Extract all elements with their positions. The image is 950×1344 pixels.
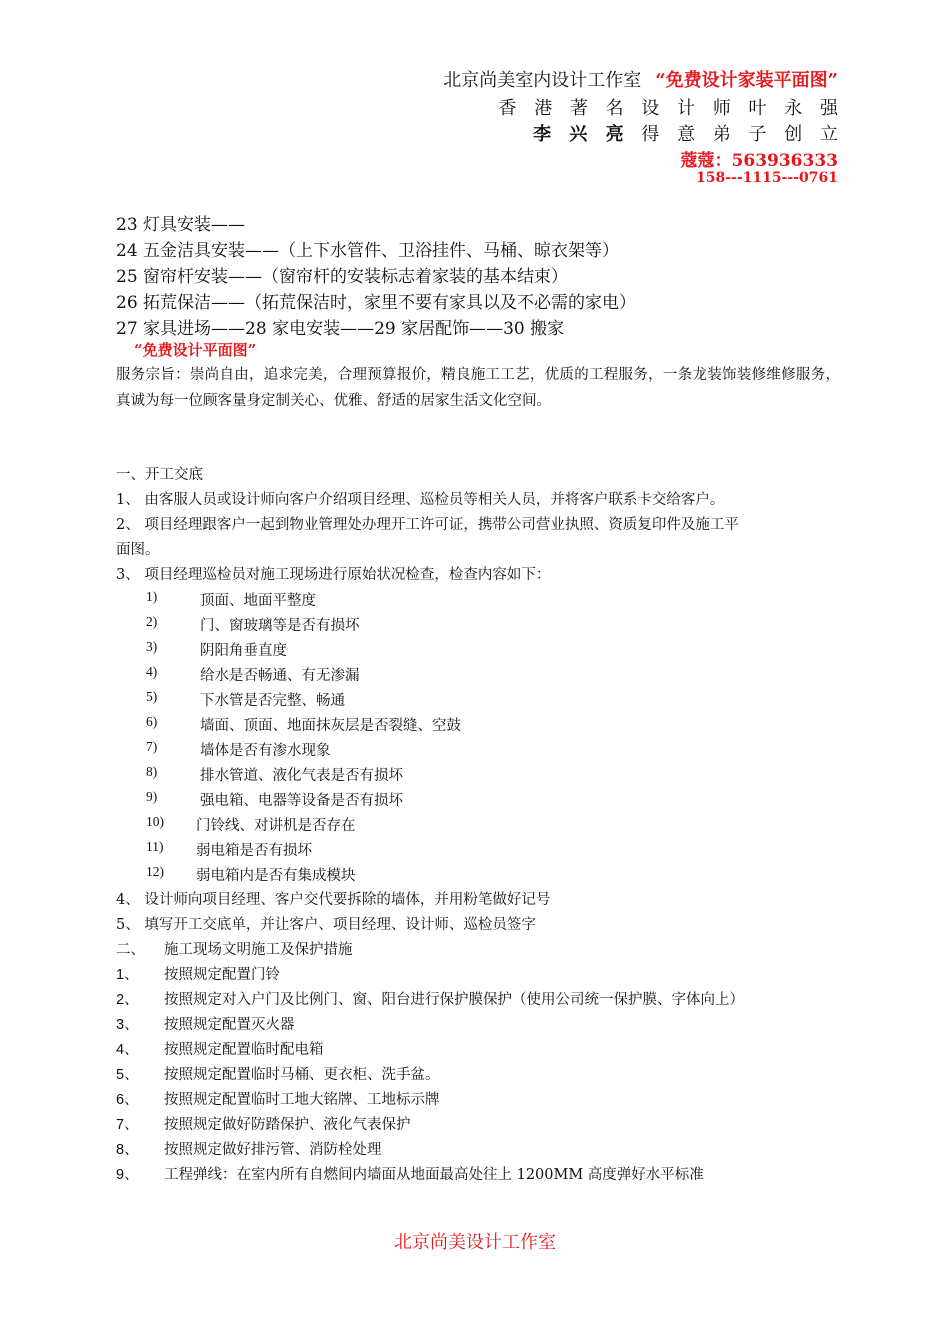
section1-item: 1、 由客服人员或设计师向客户介绍项目经理、巡检员等相关人员，并将客户联系卡交给客户。 (116, 492, 725, 508)
free-plan-slogan: “免费设计平面图” (134, 341, 257, 359)
header-qq: 蔻蔻：563936333 (680, 151, 838, 171)
section1-title: 一、开工交底 (116, 467, 203, 483)
header-founder-line (533, 120, 844, 146)
service-statement: 服务宗旨：崇尚自由，追求完美，合理预算报价，精良施工工艺，优质的工程服务，一条龙装饰装修维修服务，真诚为每一位顾客量身定制关心、优雅、舒适的居家生活文化空间。 (116, 367, 840, 409)
step-line: 26 拓荒保洁——（拓荒保洁时，家里不要有家具以及不必需的家电） (116, 293, 637, 313)
header-studio-line (443, 66, 838, 92)
step-line: 27 家具进场——28 家电安装——29 家居配饰——30 搬家 (116, 319, 565, 339)
step-line: 24 五金洁具安装——（上下水管件、卫浴挂件、马桶、晾衣架等） (116, 241, 620, 261)
header-designer-line: 香 港 著 名 设 计 师 叶 永 强 (498, 98, 844, 119)
founder-name: 李 兴 亮 (533, 124, 630, 145)
section2-title-num: 二、 (116, 942, 145, 958)
step-line: 25 窗帘杆安装——（窗帘杆的安装标志着家装的基本结束） (116, 267, 569, 287)
founder-rest: 得 意 弟 子 创 立 (629, 124, 844, 145)
footer-studio: 北京尚美设计工作室 (394, 1232, 556, 1253)
steps-list (116, 212, 636, 342)
section2-title: 施工现场文明施工及保护措施 (164, 942, 353, 958)
document-page: 北京尚美室内设计工作室 “免费设计家装平面图” 香 港 著 名 设 计 师 叶 永 强 李 兴 亮 得 意 弟 子 创 立 蔻蔻：563936333 158---1115---0761 23 灯具安装—— 24 五金洁具安装——（上下水管件、卫浴挂件、马桶、晾衣架等） 25 窗帘杆安装——（窗帘杆的安装标志着家装的基本结束） 26 拓荒保洁——（拓荒保洁时，家里不要有家具以及不必需的家电） 27 家具进场——28 家电安装——29 家居配饰——30 搬家 “免费设计平面图” 服务宗旨：崇尚自由，追求完美，合理预算报价，精良施工工艺，优质的工程服务，一条龙装饰装修维修服务，真诚为每一位顾客量身定制关心、优雅、舒适的居家生活文化空间。 一、开工交底 1、 由客服人员或设计师向客户介绍项目经理、巡检员等相关人员，并将客户联系卡交给客户。 2、 项目经理跟客户一起到物业管理处办理开工许可证，携带公司营业执照、资质复印件及施工平 面图。 3、 项目经理巡检员对施工现场进行原始状况检查，检查内容如下： 1) 顶面、地面平整度 2) 门、窗玻璃等是否有损坏 3) 阴阳角垂直度 4) 给水是否畅通、有无渗漏 5) 下水管是否完整、畅通 6) 墙面、顶面、地面抹灰层是否裂缝、空鼓 7) 墙体是否有渗水现象 8) 排水管道、液化气表是否有损坏 9) 强电箱、电器等设备是否有损坏 10) 门铃线、对讲机是否存在 11) 弱电箱是否有损坏 12) 弱电箱内是否有集成模块 4、 设计师向项目经理、客户交代要拆除的墙体，并用粉笔做好记号 5、 填写开工交底单，并让客户、项目经理、设计师、巡检员签字 二、 施工现场文明施工及保护措施 1、 按照规定配置门铃 2、 按照规定对入户门及比例门、窗、阳台进行保护膜保护（使用公司统一保护膜、字体向上） 3、 按照规定配置灭火器 4、 按照规定配置临时配电箱 5、 按照规定配置临时马桶、更衣柜、洗手盆。 6、 按照规定配置临时工地大铭牌、工地标示牌 7、 按照规定做好防踏保护、液化气表保护 8、 按照规定做好排污管、消防栓处理 9、 工程弹线：在室内所有自燃间内墙面从地面最高处往上 1200MM 高度弹好水平标准 北京尚美设计工作室 (0, 0, 950, 1344)
section1-item: 2、 项目经理跟客户一起到物业管理处办理开工许可证，携带公司营业执照、资质复印件及施工平 (116, 517, 739, 533)
section1-item-cont: 面图。 (116, 542, 160, 558)
section1-item: 3、 项目经理巡检员对施工现场进行原始状况检查，检查内容如下： (116, 567, 551, 583)
section1-item: 4、 设计师向项目经理、客户交代要拆除的墙体，并用粉笔做好记号 (116, 892, 551, 908)
step-line: 23 灯具安装—— (116, 215, 246, 235)
section1-item: 5、 填写开工交底单，并让客户、项目经理、设计师、巡检员签字 (116, 917, 536, 933)
studio-name: 北京尚美室内设计工作室 (443, 70, 642, 91)
free-design-slogan: “免费设计家装平面图” (655, 70, 838, 91)
header-phone: 158---1115---0761 (695, 170, 838, 186)
